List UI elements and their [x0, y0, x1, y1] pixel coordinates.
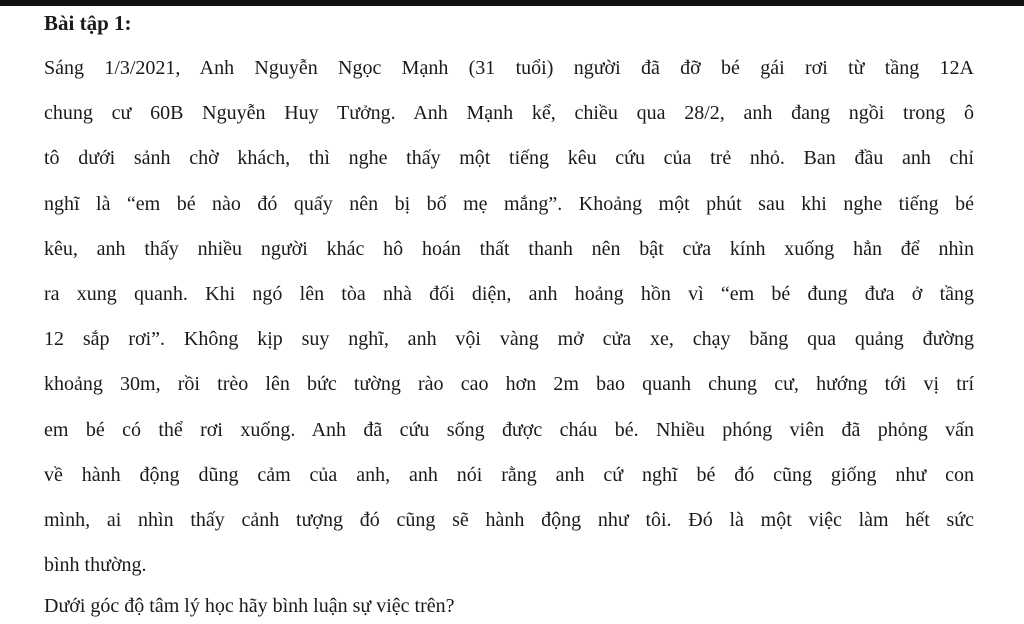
- paragraph-line: bình thường.: [44, 554, 147, 577]
- paragraph-line: về hành động dũng cảm của anh, anh nói rằng anh cứ nghĩ bé đó cũng giống như con: [44, 463, 974, 486]
- paragraph-line: tô dưới sảnh chờ khách, thì nghe thấy một tiếng kêu cứu của trẻ nhỏ. Ban đầu anh chỉ: [44, 147, 974, 170]
- paragraph-line: mình, ai nhìn thấy cảnh tượng đó cũng sẽ hành động như tôi. Đó là một việc làm hết sức: [44, 508, 974, 531]
- paragraph-line: em bé có thể rơi xuống. Anh đã cứu sống được cháu bé. Nhiều phóng viên đã phỏng vấn: [44, 418, 974, 441]
- paragraph-line: 12 sắp rơi”. Không kịp suy nghĩ, anh vội vàng mở cửa xe, chạy băng qua quảng đường: [44, 328, 974, 351]
- paragraph-line: kêu, anh thấy nhiều người khác hô hoán thất thanh nên bật cửa kính xuống hẳn để nhìn: [44, 237, 974, 260]
- paragraph-line: khoảng 30m, rồi trèo lên bức tường rào cao hơn 2m bao quanh chung cư, hướng tới vị trí: [44, 373, 974, 396]
- discussion-question: Dưới góc độ tâm lý học hãy bình luận sự việc trên?: [44, 595, 455, 618]
- paragraph-line: ra xung quanh. Khi ngó lên tòa nhà đối diện, anh hoảng hồn vì “em bé đung đưa ở tầng: [44, 282, 974, 305]
- story-paragraph: [44, 46, 974, 588]
- top-edge-bar: [0, 0, 1024, 6]
- document-body: [44, 10, 974, 624]
- paragraph-line: nghĩ là “em bé nào đó quấy nên bị bố mẹ mắng”. Khoảng một phút sau khi nghe tiếng bé: [44, 192, 974, 215]
- paragraph-line: chung cư 60B Nguyễn Huy Tưởng. Anh Mạnh kể, chiều qua 28/2, anh đang ngồi trong ô: [44, 102, 974, 125]
- paragraph-line: Sáng 1/3/2021, Anh Nguyễn Ngọc Mạnh (31 tuổi) người đã đỡ bé gái rơi từ tầng 12A: [44, 57, 974, 79]
- exercise-heading: Bài tập 1:: [44, 11, 132, 35]
